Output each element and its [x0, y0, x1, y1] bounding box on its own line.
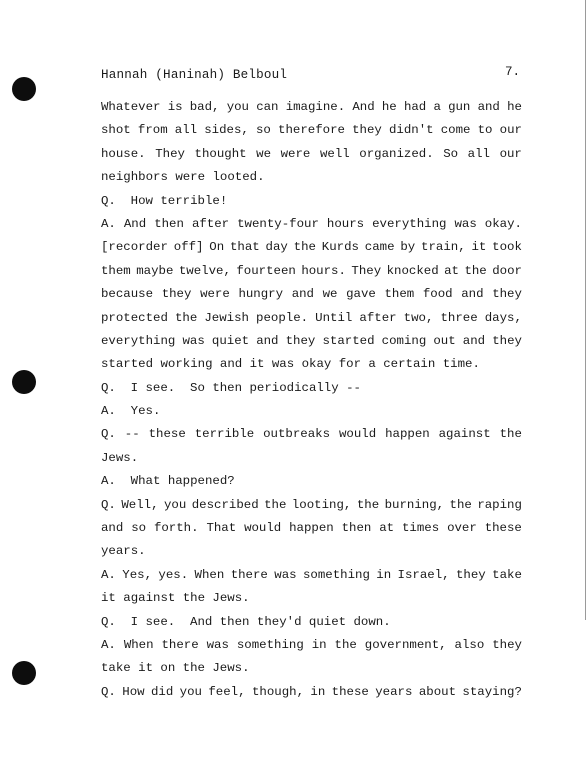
transcript-line: take it on the Jews. [101, 661, 250, 676]
transcript-line: started working and it was okay for a certain time. [101, 357, 480, 372]
transcript-line: it against the Jews. [101, 591, 250, 606]
page-edge-line [585, 0, 586, 620]
transcript-line: A. What happened? [101, 474, 235, 489]
transcript-line: because they were hungry and we gave them food and they [101, 287, 522, 302]
page-header-name: Hannah (Haninah) Belboul [101, 68, 288, 82]
transcript-line: A. Yes. [101, 404, 161, 419]
transcript-body [101, 96, 522, 704]
transcript-line: Jews. [101, 450, 139, 465]
transcript-line: Q. How terrible! [101, 193, 228, 208]
punch-hole-bottom [12, 661, 36, 685]
punch-hole-middle [12, 370, 36, 394]
transcript-line: years. [101, 544, 146, 559]
transcript-line: A. Yes, yes. When there was something in Israel, they take [101, 567, 522, 582]
punch-hole-top [12, 77, 36, 101]
transcript-line: Q. I see. And then they'd quiet down. [101, 614, 391, 629]
transcript-line: Q. How did you feel, though, in these years about staying? [101, 684, 522, 699]
transcript-line: them maybe twelve, fourteen hours. They knocked at the door [101, 263, 522, 278]
transcript-line: Q. I see. So then periodically -- [101, 380, 361, 395]
transcript-line: Whatever is bad, you can imagine. And he had a gun and he [101, 100, 522, 114]
transcript-line: shot from all sides, so therefore they didn't come to our [101, 123, 522, 138]
transcript-line: A. And then after twenty-four hours everything was okay. [101, 216, 522, 231]
transcript-line: Q. Well, you described the looting, the burning, the raping [101, 497, 522, 512]
page-number: 7. [505, 65, 521, 79]
transcript-line: Q. -- these terrible outbreaks would happen against the [101, 427, 522, 442]
transcript-line: A. When there was something in the government, also they [101, 637, 522, 652]
transcript-line: neighbors were looted. [101, 170, 265, 185]
transcript-line: and so forth. That would happen then at times over these [101, 521, 522, 536]
transcript-line: [recorder off] On that day the Kurds came by train, it took [101, 240, 522, 255]
transcript-line: everything was quiet and they started coming out and they [101, 333, 522, 348]
transcript-line: house. They thought we were well organized. So all our [101, 146, 522, 161]
transcript-line: protected the Jewish people. Until after two, three days, [101, 310, 522, 325]
